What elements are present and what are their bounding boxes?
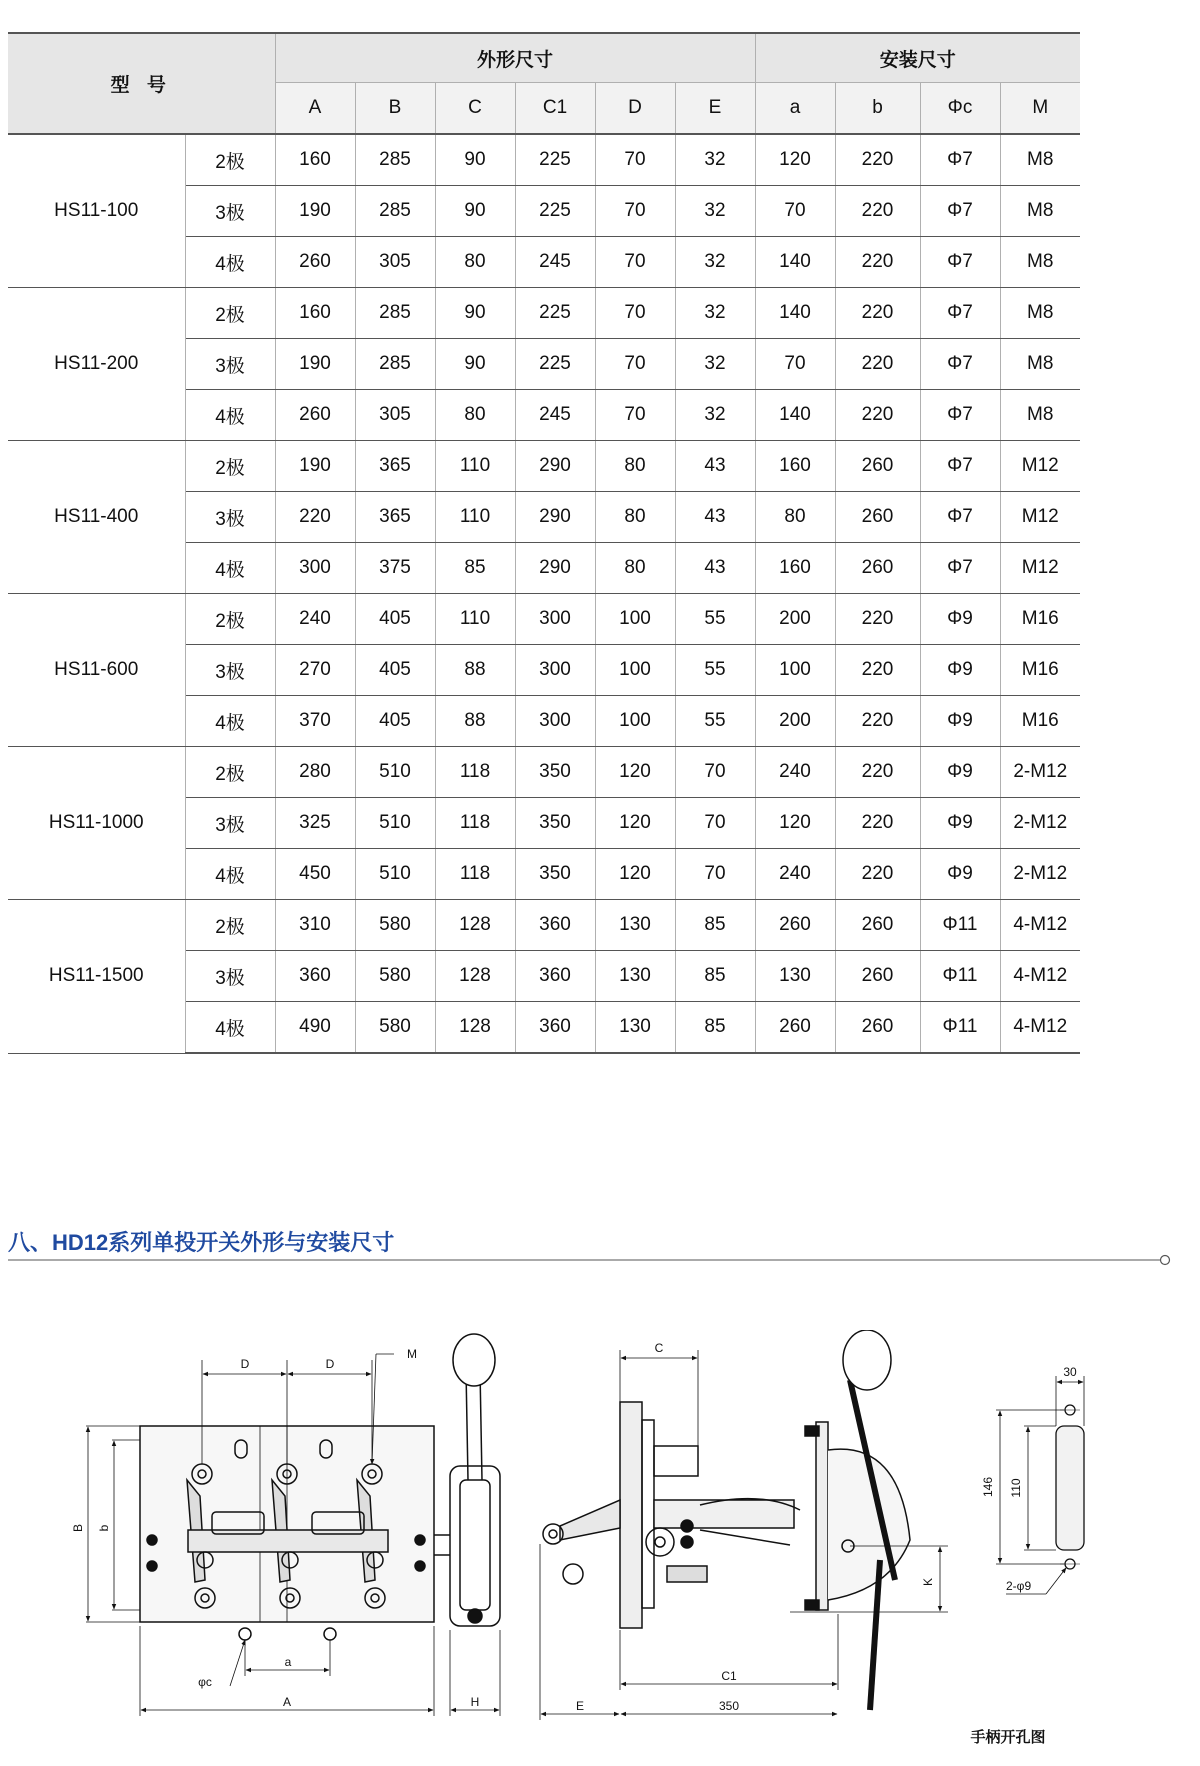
value-cell: 70 <box>595 339 675 390</box>
value-cell: M12 <box>1000 543 1080 594</box>
column-header-9: M <box>1000 83 1080 135</box>
value-cell: 300 <box>515 696 595 747</box>
value-cell: 55 <box>675 594 755 645</box>
value-cell: 80 <box>595 441 675 492</box>
model-name-cell: HS11-1500 <box>8 900 185 1054</box>
value-cell: 240 <box>275 594 355 645</box>
value-cell: 70 <box>675 747 755 798</box>
value-cell: Φ11 <box>920 951 1000 1002</box>
value-cell: 130 <box>755 951 835 1002</box>
value-cell: 405 <box>355 594 435 645</box>
value-cell: 225 <box>515 288 595 339</box>
value-cell: 118 <box>435 798 515 849</box>
value-cell: 220 <box>835 747 920 798</box>
value-cell: 80 <box>595 543 675 594</box>
value-cell: 4-M12 <box>1000 900 1080 951</box>
value-cell: 260 <box>835 951 920 1002</box>
value-cell: 43 <box>675 543 755 594</box>
value-cell: Φ7 <box>920 441 1000 492</box>
value-cell: Φ11 <box>920 1002 1000 1054</box>
value-cell: 55 <box>675 696 755 747</box>
value-cell: 140 <box>755 390 835 441</box>
hole-count-label: 2-φ9 <box>1006 1579 1032 1593</box>
value-cell: 70 <box>595 288 675 339</box>
value-cell: 85 <box>675 1002 755 1054</box>
hole-height-label: 146 <box>981 1476 995 1498</box>
pole-cell: 2极 <box>185 441 275 492</box>
dim-label-k: K <box>921 1577 935 1587</box>
value-cell: 128 <box>435 900 515 951</box>
value-cell: 32 <box>675 237 755 288</box>
value-cell: 90 <box>435 339 515 390</box>
value-cell: 365 <box>355 441 435 492</box>
value-cell: 70 <box>595 186 675 237</box>
value-cell: 580 <box>355 951 435 1002</box>
pole-cell: 4极 <box>185 696 275 747</box>
pole-cell: 3极 <box>185 492 275 543</box>
group-header-install: 安装尺寸 <box>755 33 1080 83</box>
value-cell: M8 <box>1000 186 1080 237</box>
dim-label-c1: C1 <box>721 1669 737 1683</box>
value-cell: 90 <box>435 134 515 186</box>
value-cell: 85 <box>675 900 755 951</box>
value-cell: 225 <box>515 339 595 390</box>
value-cell: 290 <box>515 543 595 594</box>
value-cell: 110 <box>435 492 515 543</box>
value-cell: 110 <box>435 594 515 645</box>
table-row <box>8 594 1080 645</box>
value-cell: 450 <box>275 849 355 900</box>
value-cell: 405 <box>355 696 435 747</box>
value-cell: 80 <box>595 492 675 543</box>
column-header-3: C1 <box>515 83 595 135</box>
value-cell: 365 <box>355 492 435 543</box>
hd12-dimension-drawing <box>0 1330 1200 1760</box>
value-cell: 350 <box>515 747 595 798</box>
header-row-groups <box>8 33 1080 83</box>
value-cell: 120 <box>595 747 675 798</box>
pole-cell: 3极 <box>185 645 275 696</box>
value-cell: 130 <box>595 1002 675 1054</box>
value-cell: 300 <box>515 594 595 645</box>
value-cell: 290 <box>515 492 595 543</box>
pole-cell: 3极 <box>185 951 275 1002</box>
value-cell: Φ11 <box>920 900 1000 951</box>
value-cell: 2-M12 <box>1000 798 1080 849</box>
value-cell: 405 <box>355 645 435 696</box>
value-cell: 305 <box>355 237 435 288</box>
value-cell: 100 <box>755 645 835 696</box>
value-cell: 290 <box>515 441 595 492</box>
value-cell: 300 <box>275 543 355 594</box>
pole-cell: 3极 <box>185 339 275 390</box>
value-cell: Φ7 <box>920 543 1000 594</box>
value-cell: 220 <box>835 849 920 900</box>
value-cell: Φ7 <box>920 492 1000 543</box>
value-cell: Φ9 <box>920 747 1000 798</box>
value-cell: 245 <box>515 390 595 441</box>
pole-cell: 3极 <box>185 798 275 849</box>
hole-width-label: 30 <box>1063 1365 1077 1379</box>
dim-label-a-lower: a <box>284 1655 292 1669</box>
value-cell: 220 <box>835 288 920 339</box>
value-cell: M12 <box>1000 441 1080 492</box>
value-cell: 375 <box>355 543 435 594</box>
value-cell: 140 <box>755 288 835 339</box>
value-cell: 32 <box>675 186 755 237</box>
pole-cell: 3极 <box>185 186 275 237</box>
value-cell: Φ7 <box>920 339 1000 390</box>
value-cell: 88 <box>435 645 515 696</box>
value-cell: 220 <box>275 492 355 543</box>
value-cell: 260 <box>755 900 835 951</box>
value-cell: 55 <box>675 645 755 696</box>
value-cell: 220 <box>835 186 920 237</box>
dim-label-d2: D <box>325 1357 335 1371</box>
table-body <box>8 134 1080 1053</box>
model-name-cell: HS11-100 <box>8 134 185 288</box>
column-header-0: A <box>275 83 355 135</box>
value-cell: 200 <box>755 594 835 645</box>
value-cell: 190 <box>275 339 355 390</box>
value-cell: 240 <box>755 747 835 798</box>
value-cell: 88 <box>435 696 515 747</box>
front-view <box>140 1334 500 1640</box>
value-cell: 100 <box>595 696 675 747</box>
table-row <box>8 747 1080 798</box>
value-cell: Φ9 <box>920 645 1000 696</box>
value-cell: 120 <box>755 798 835 849</box>
value-cell: 510 <box>355 849 435 900</box>
column-header-2: C <box>435 83 515 135</box>
value-cell: 128 <box>435 951 515 1002</box>
value-cell: 118 <box>435 849 515 900</box>
pole-cell: 4极 <box>185 849 275 900</box>
dimension-table <box>8 32 1080 1054</box>
value-cell: 160 <box>275 134 355 186</box>
value-cell: Φ7 <box>920 134 1000 186</box>
value-cell: 280 <box>275 747 355 798</box>
dim-label-b-lower: b <box>97 1524 111 1532</box>
pole-cell: 2极 <box>185 134 275 186</box>
value-cell: 160 <box>755 441 835 492</box>
table-row <box>8 900 1080 951</box>
column-header-4: D <box>595 83 675 135</box>
value-cell: 160 <box>275 288 355 339</box>
value-cell: 245 <box>515 237 595 288</box>
column-header-1: B <box>355 83 435 135</box>
value-cell: M12 <box>1000 492 1080 543</box>
pole-cell: 4极 <box>185 237 275 288</box>
value-cell: 32 <box>675 288 755 339</box>
value-cell: 580 <box>355 1002 435 1054</box>
value-cell: 285 <box>355 339 435 390</box>
value-cell: 300 <box>515 645 595 696</box>
column-header-5: E <box>675 83 755 135</box>
pole-cell: 2极 <box>185 900 275 951</box>
value-cell: 510 <box>355 798 435 849</box>
table-row <box>8 288 1080 339</box>
value-cell: 70 <box>675 798 755 849</box>
value-cell: 285 <box>355 186 435 237</box>
value-cell: 370 <box>275 696 355 747</box>
column-header-8: Φc <box>920 83 1000 135</box>
dim-label-b-upper: B <box>71 1523 85 1533</box>
value-cell: M16 <box>1000 696 1080 747</box>
value-cell: 128 <box>435 1002 515 1054</box>
value-cell: M8 <box>1000 134 1080 186</box>
value-cell: 220 <box>835 594 920 645</box>
value-cell: 70 <box>675 849 755 900</box>
handle-hole-caption: 手柄开孔图 <box>970 1729 1046 1746</box>
pole-cell: 4极 <box>185 543 275 594</box>
value-cell: 160 <box>755 543 835 594</box>
handle-hole-view <box>1056 1405 1084 1569</box>
model-name-cell: HS11-1000 <box>8 747 185 900</box>
section-title: 八、HD12系列单投开关外形与安装尺寸 <box>8 1230 395 1255</box>
value-cell: Φ7 <box>920 390 1000 441</box>
value-cell: 190 <box>275 441 355 492</box>
value-cell: 70 <box>595 237 675 288</box>
value-cell: 130 <box>595 900 675 951</box>
pole-cell: 2极 <box>185 747 275 798</box>
value-cell: 120 <box>595 849 675 900</box>
value-cell: 70 <box>595 134 675 186</box>
section-divider <box>0 1253 1200 1267</box>
value-cell: 32 <box>675 390 755 441</box>
value-cell: 90 <box>435 186 515 237</box>
value-cell: 490 <box>275 1002 355 1054</box>
model-name-cell: HS11-600 <box>8 594 185 747</box>
value-cell: M8 <box>1000 390 1080 441</box>
hole-spacing-label: 110 <box>1009 1478 1023 1498</box>
value-cell: 260 <box>835 1002 920 1054</box>
dim-label-a-upper: A <box>282 1695 292 1709</box>
value-cell: 270 <box>275 645 355 696</box>
value-cell: 325 <box>275 798 355 849</box>
value-cell: 310 <box>275 900 355 951</box>
value-cell: 80 <box>755 492 835 543</box>
value-cell: 260 <box>835 441 920 492</box>
value-cell: Φ7 <box>920 237 1000 288</box>
value-cell: Φ9 <box>920 849 1000 900</box>
value-cell: 305 <box>355 390 435 441</box>
value-cell: 110 <box>435 441 515 492</box>
pole-cell: 4极 <box>185 1002 275 1054</box>
value-cell: 220 <box>835 339 920 390</box>
value-cell: 360 <box>515 951 595 1002</box>
model-name-cell: HS11-400 <box>8 441 185 594</box>
group-header-outline: 外形尺寸 <box>275 33 755 83</box>
value-cell: Φ7 <box>920 288 1000 339</box>
dim-label-h: H <box>470 1695 480 1709</box>
value-cell: 360 <box>515 900 595 951</box>
value-cell: 90 <box>435 288 515 339</box>
value-cell: 260 <box>835 492 920 543</box>
model-header: 型 号 <box>8 33 275 134</box>
column-header-7: b <box>835 83 920 135</box>
value-cell: 4-M12 <box>1000 1002 1080 1054</box>
model-name-cell: HS11-200 <box>8 288 185 441</box>
value-cell: M16 <box>1000 594 1080 645</box>
value-cell: 43 <box>675 441 755 492</box>
dim-label-c: C <box>654 1341 664 1355</box>
value-cell: 120 <box>755 134 835 186</box>
handle-hole-labels <box>970 1365 1077 1746</box>
value-cell: M8 <box>1000 237 1080 288</box>
value-cell: 260 <box>275 237 355 288</box>
dim-label-phi-c: φc <box>198 1675 212 1689</box>
value-cell: 260 <box>835 900 920 951</box>
column-header-6: a <box>755 83 835 135</box>
table-row <box>8 134 1080 186</box>
value-cell: 32 <box>675 339 755 390</box>
value-cell: 285 <box>355 288 435 339</box>
value-cell: 70 <box>755 339 835 390</box>
value-cell: 220 <box>835 645 920 696</box>
pole-cell: 2极 <box>185 594 275 645</box>
value-cell: 130 <box>595 951 675 1002</box>
value-cell: 100 <box>595 594 675 645</box>
value-cell: 140 <box>755 237 835 288</box>
value-cell: 260 <box>275 390 355 441</box>
dim-label-m: M <box>407 1347 417 1361</box>
value-cell: 70 <box>595 390 675 441</box>
value-cell: 220 <box>835 696 920 747</box>
value-cell: 85 <box>435 543 515 594</box>
value-cell: Φ9 <box>920 696 1000 747</box>
value-cell: 120 <box>595 798 675 849</box>
value-cell: 260 <box>835 543 920 594</box>
value-cell: 285 <box>355 134 435 186</box>
value-cell: 190 <box>275 186 355 237</box>
value-cell: 43 <box>675 492 755 543</box>
side-view <box>543 1330 910 1710</box>
value-cell: 4-M12 <box>1000 951 1080 1002</box>
value-cell: Φ9 <box>920 798 1000 849</box>
value-cell: 510 <box>355 747 435 798</box>
value-cell: 220 <box>835 237 920 288</box>
pole-cell: 4极 <box>185 390 275 441</box>
value-cell: 32 <box>675 134 755 186</box>
value-cell: 2-M12 <box>1000 747 1080 798</box>
value-cell: 220 <box>835 390 920 441</box>
value-cell: 80 <box>435 237 515 288</box>
value-cell: 350 <box>515 798 595 849</box>
value-cell: 85 <box>675 951 755 1002</box>
value-cell: 2-M12 <box>1000 849 1080 900</box>
value-cell: 225 <box>515 186 595 237</box>
value-cell: 225 <box>515 134 595 186</box>
table-row <box>8 441 1080 492</box>
value-cell: M16 <box>1000 645 1080 696</box>
value-cell: 200 <box>755 696 835 747</box>
dim-label-e: E <box>575 1699 585 1713</box>
value-cell: Φ9 <box>920 594 1000 645</box>
value-cell: 240 <box>755 849 835 900</box>
pole-cell: 2极 <box>185 288 275 339</box>
value-cell: 220 <box>835 134 920 186</box>
value-cell: 100 <box>595 645 675 696</box>
dim-label-d1: D <box>240 1357 250 1371</box>
value-cell: M8 <box>1000 288 1080 339</box>
value-cell: Φ7 <box>920 186 1000 237</box>
value-cell: 118 <box>435 747 515 798</box>
value-cell: 580 <box>355 900 435 951</box>
value-cell: 260 <box>755 1002 835 1054</box>
dim-label-350: 350 <box>718 1699 740 1713</box>
value-cell: 360 <box>515 1002 595 1054</box>
value-cell: 70 <box>755 186 835 237</box>
value-cell: 360 <box>275 951 355 1002</box>
value-cell: 220 <box>835 798 920 849</box>
value-cell: M8 <box>1000 339 1080 390</box>
value-cell: 80 <box>435 390 515 441</box>
value-cell: 350 <box>515 849 595 900</box>
